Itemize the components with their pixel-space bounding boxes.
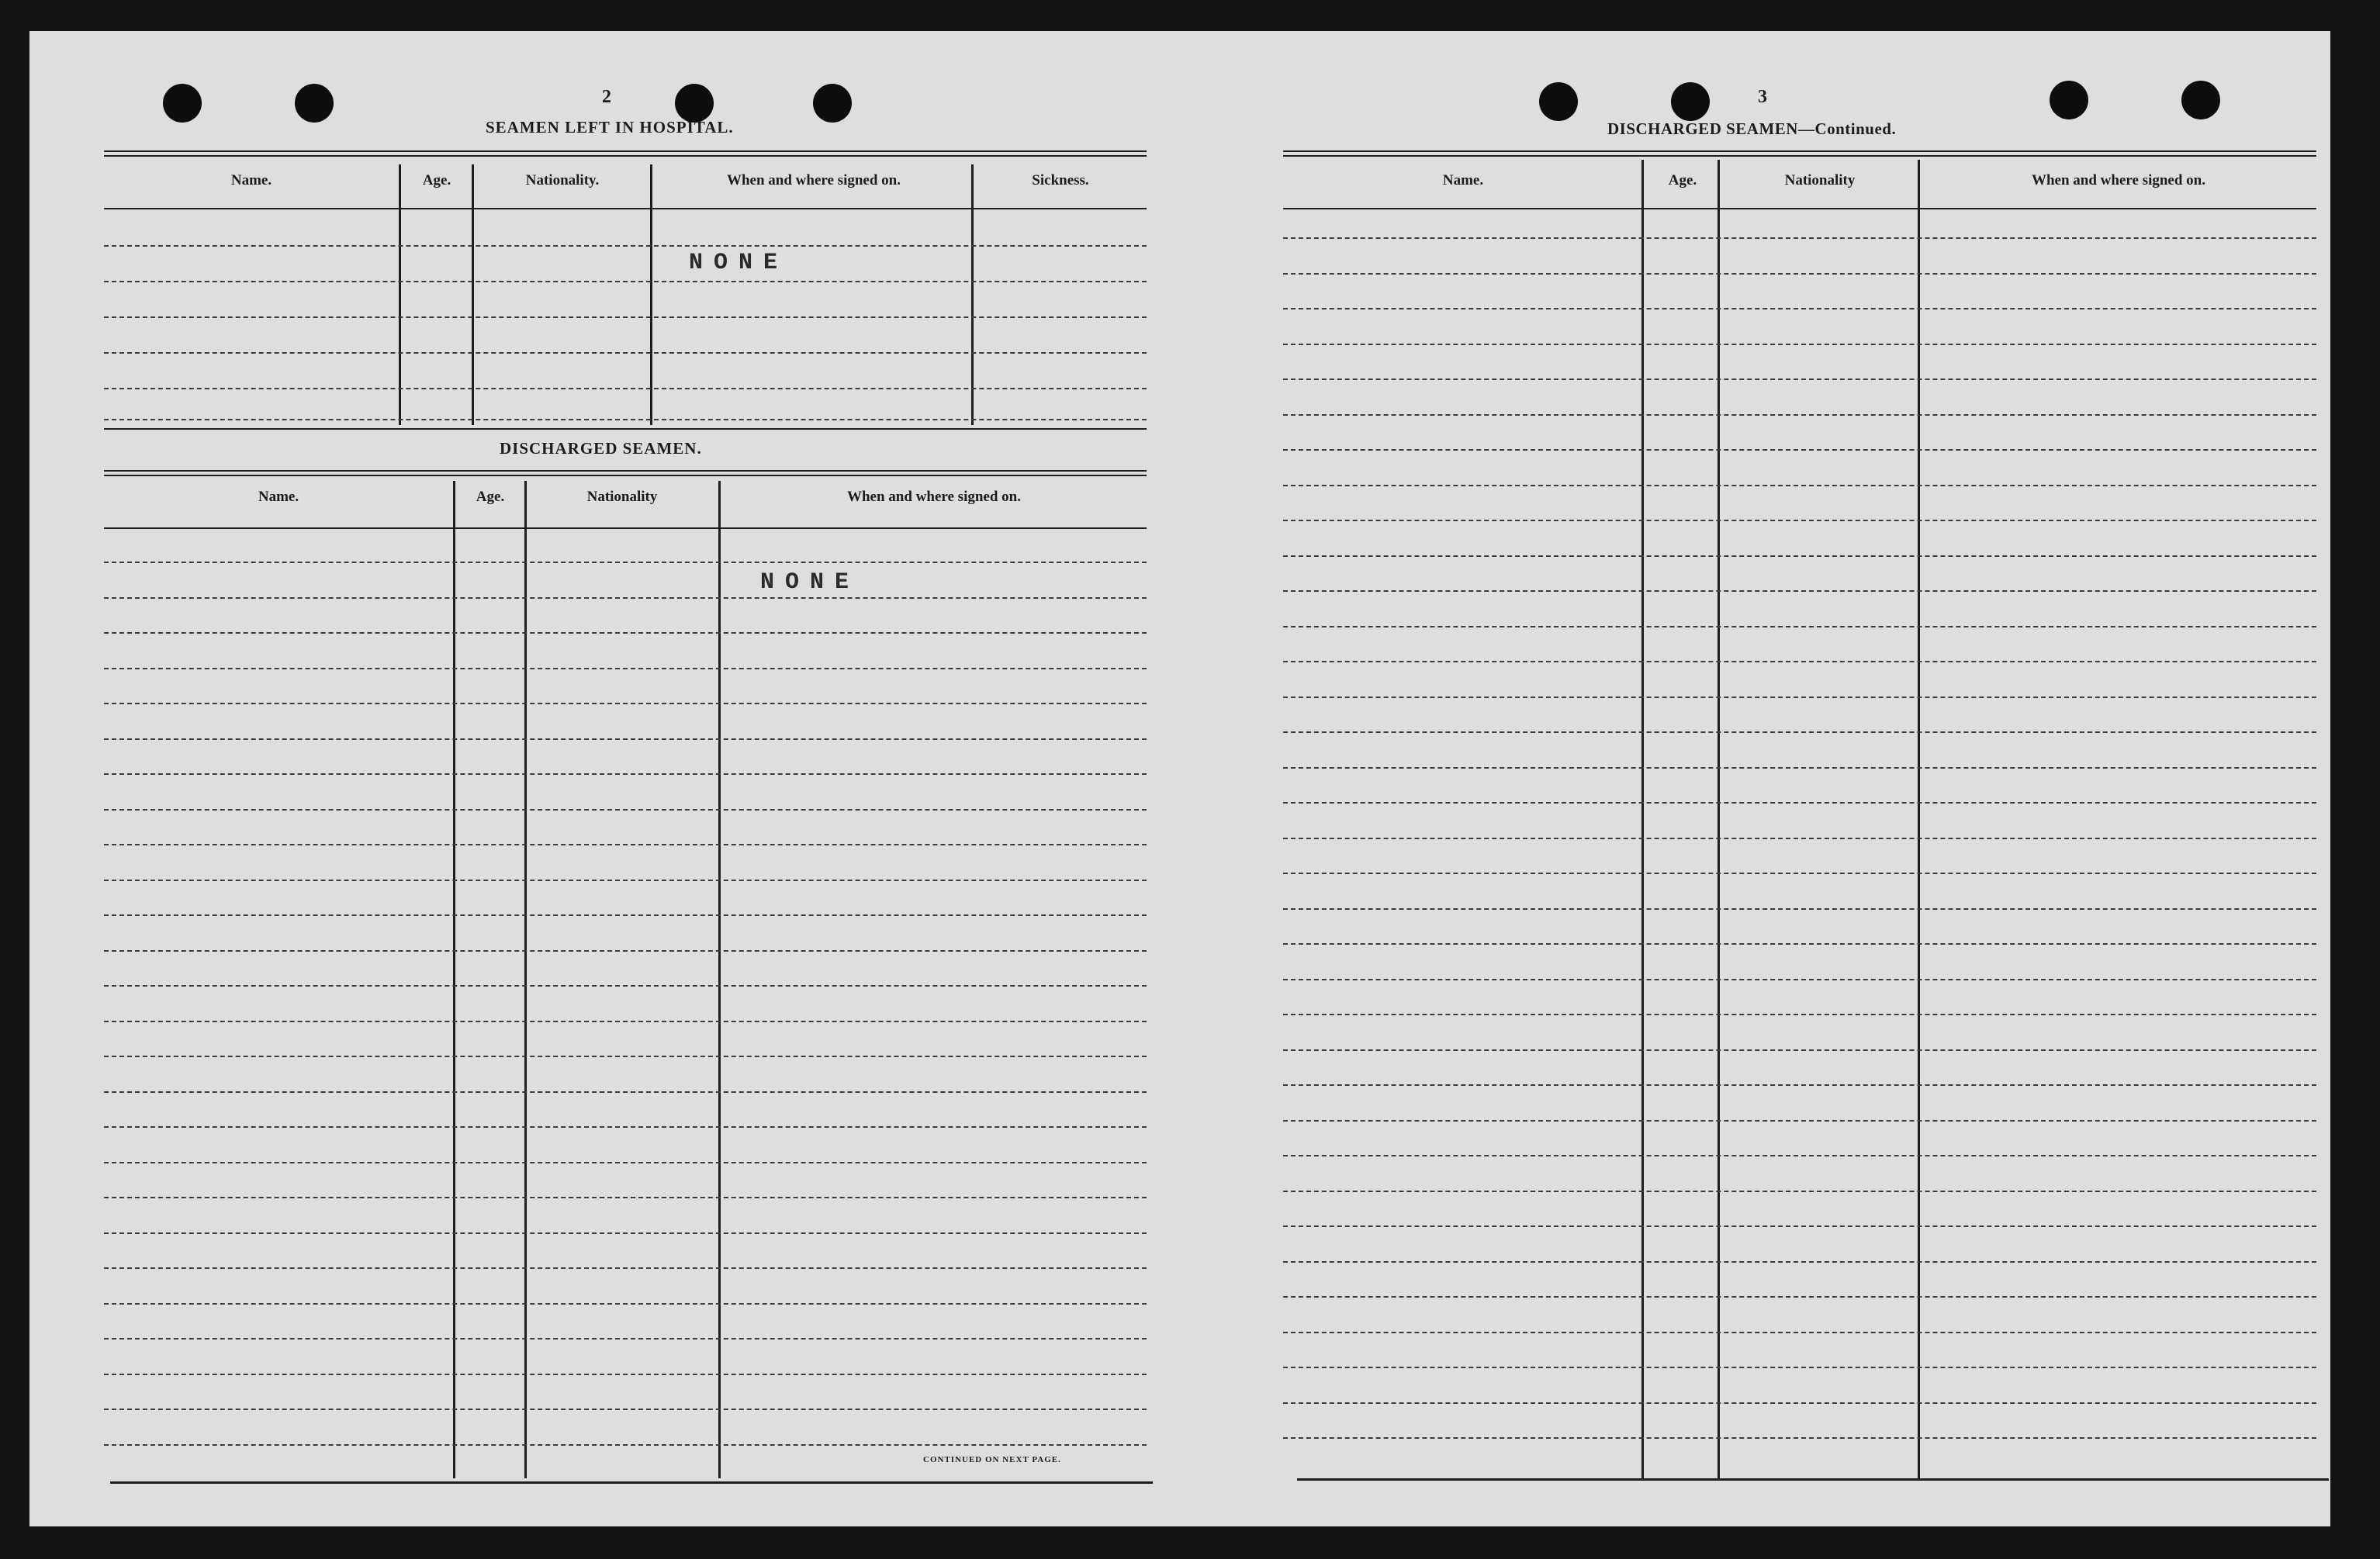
header-underline <box>104 208 1147 209</box>
entry-line <box>1283 626 2316 627</box>
entry-line <box>1283 873 2316 874</box>
rule <box>104 150 1147 152</box>
entry-line <box>104 1056 1147 1057</box>
entry-line <box>104 1162 1147 1163</box>
entry-line <box>104 1267 1147 1269</box>
page-number-right: 3 <box>1758 87 1767 107</box>
entry-line <box>1283 1296 2316 1298</box>
entry-line <box>104 1126 1147 1128</box>
entry-line <box>1283 1049 2316 1051</box>
punch-hole <box>295 84 334 123</box>
column-header-signed-on: When and where signed on. <box>2031 172 2205 188</box>
punch-hole <box>163 84 202 123</box>
entry-line <box>1283 1225 2316 1227</box>
entry-line <box>104 950 1147 952</box>
punch-hole <box>2181 81 2220 119</box>
column-divider <box>399 164 401 425</box>
rule <box>1297 1478 2329 1481</box>
column-header-name: Name. <box>1442 172 1484 188</box>
entry-line <box>1283 590 2316 592</box>
punch-hole <box>813 84 852 123</box>
punch-hole <box>2050 81 2088 119</box>
entry-line <box>1283 449 2316 451</box>
typed-entry-none: NONE <box>689 250 789 276</box>
typed-entry-none: NONE <box>760 569 860 596</box>
entry-line <box>1283 1332 2316 1333</box>
entry-line <box>1283 908 2316 910</box>
entry-line <box>1283 1084 2316 1086</box>
punch-hole <box>1539 82 1578 121</box>
entry-line <box>1283 838 2316 839</box>
column-divider <box>718 481 721 1478</box>
rule <box>104 155 1147 157</box>
entry-line <box>104 419 1147 420</box>
rule <box>104 428 1147 430</box>
hospital-section-title: SEAMEN LEFT IN HOSPITAL. <box>486 118 734 137</box>
rule <box>110 1481 1153 1484</box>
column-divider <box>1718 160 1720 1478</box>
column-header-name: Name. <box>230 172 272 188</box>
entry-line <box>1283 273 2316 275</box>
entry-line <box>104 773 1147 775</box>
entry-line <box>104 597 1147 599</box>
entry-line <box>1283 731 2316 733</box>
entry-line <box>104 1409 1147 1410</box>
entry-line <box>1283 1261 2316 1263</box>
entry-line <box>104 316 1147 318</box>
rule <box>1283 155 2316 157</box>
entry-line <box>1283 943 2316 945</box>
column-divider <box>971 164 974 425</box>
entry-line <box>104 1021 1147 1022</box>
entry-line <box>104 809 1147 811</box>
entry-line <box>104 985 1147 987</box>
column-divider <box>1641 160 1644 1478</box>
header-underline <box>104 527 1147 529</box>
page-number-left: 2 <box>602 87 611 107</box>
column-divider <box>524 481 527 1478</box>
entry-line <box>104 245 1147 247</box>
entry-line <box>1283 802 2316 804</box>
column-header-age: Age. <box>1668 172 1697 188</box>
rule <box>1283 150 2316 152</box>
entry-line <box>104 1338 1147 1339</box>
column-header-nationality: Nationality. <box>525 172 600 188</box>
entry-line <box>104 844 1147 845</box>
entry-line <box>1283 1191 2316 1192</box>
entry-line <box>104 914 1147 916</box>
entry-line <box>1283 767 2316 769</box>
entry-line <box>104 1232 1147 1234</box>
column-header-nationality: Nationality <box>1784 172 1856 188</box>
entry-line <box>1283 237 2316 239</box>
entry-line <box>1283 697 2316 698</box>
column-header-name: Name. <box>258 489 299 505</box>
entry-line <box>1283 661 2316 662</box>
entry-line <box>104 1303 1147 1305</box>
rule <box>104 475 1147 476</box>
punch-hole <box>1671 82 1710 121</box>
header-underline <box>1283 208 2316 209</box>
entry-line <box>104 281 1147 282</box>
ledger-spread <box>29 31 2330 1526</box>
entry-line <box>1283 414 2316 416</box>
entry-line <box>1283 1014 2316 1015</box>
entry-line <box>104 668 1147 669</box>
column-divider <box>1918 160 1920 1478</box>
punch-hole <box>675 84 714 123</box>
entry-line <box>1283 1120 2316 1122</box>
entry-line <box>1283 1155 2316 1156</box>
column-header-nationality: Nationality <box>586 489 658 505</box>
entry-line <box>1283 555 2316 557</box>
entry-line <box>104 562 1147 563</box>
entry-line <box>1283 1367 2316 1368</box>
discharged-continued-title: DISCHARGED SEAMEN—Continued. <box>1607 119 1897 138</box>
entry-line <box>1283 379 2316 380</box>
column-header-age: Age. <box>422 172 451 188</box>
column-header-age: Age. <box>476 489 505 505</box>
entry-line <box>1283 520 2316 521</box>
entry-line <box>104 1197 1147 1198</box>
entry-line <box>104 632 1147 634</box>
column-header-signed-on: When and where signed on. <box>726 172 901 188</box>
entry-line <box>1283 979 2316 980</box>
column-header-sickness: Sickness. <box>1032 172 1089 188</box>
column-divider <box>453 481 455 1478</box>
entry-line <box>104 352 1147 354</box>
column-divider <box>650 164 652 425</box>
entry-line <box>104 738 1147 740</box>
entry-line <box>104 388 1147 389</box>
entry-line <box>104 1374 1147 1375</box>
entry-line <box>1283 1402 2316 1404</box>
entry-line <box>1283 1437 2316 1439</box>
column-header-signed-on: When and where signed on. <box>846 489 1021 505</box>
entry-line <box>104 703 1147 704</box>
discharged-section-title: DISCHARGED SEAMEN. <box>500 439 702 458</box>
entry-line <box>104 1091 1147 1093</box>
continued-note: CONTINUED ON NEXT PAGE. <box>923 1455 1061 1464</box>
entry-line <box>104 880 1147 881</box>
entry-line <box>104 1444 1147 1446</box>
column-divider <box>472 164 474 425</box>
entry-line <box>1283 485 2316 486</box>
rule <box>104 470 1147 472</box>
entry-line <box>1283 344 2316 345</box>
entry-line <box>1283 308 2316 309</box>
